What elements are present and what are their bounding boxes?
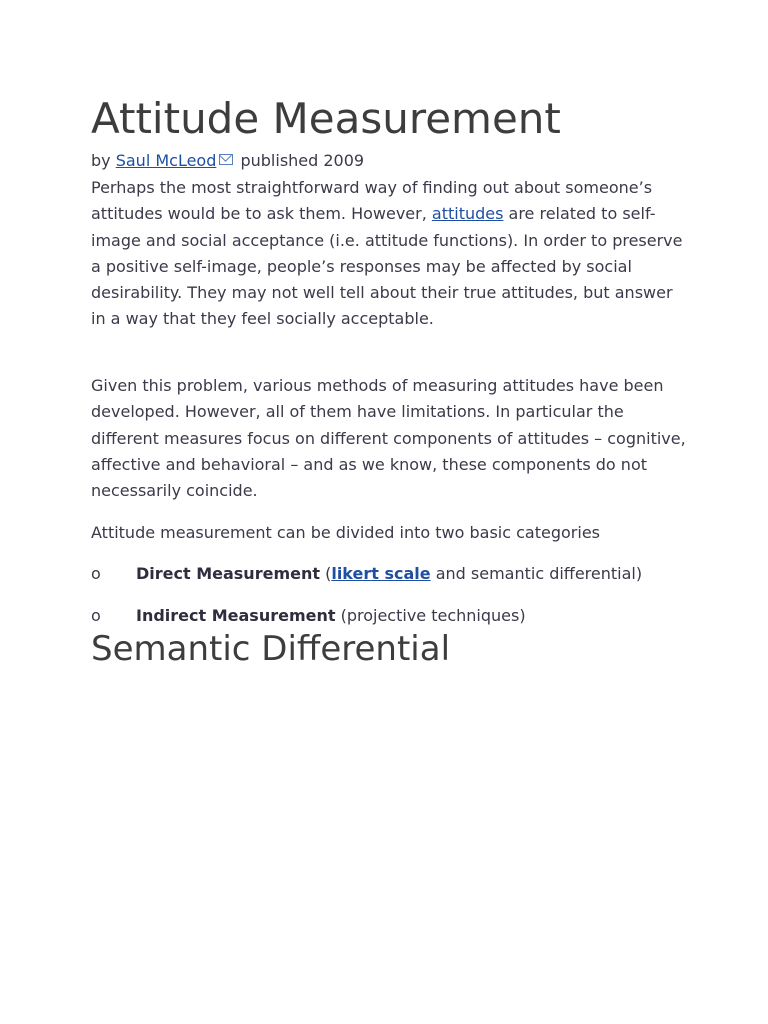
author-link[interactable]: Saul McLeod — [115, 151, 217, 170]
intro-text-after: are related to self-image and social acceptance (i.e. attitude functions). In order to preserve a positive self-image, people’s responses may be affected by social desirability. They may not well tell about their true attitudes, but answer in a way that they feel socially acceptable. — [91, 204, 683, 329]
likert-scale-link[interactable]: likert scale — [331, 564, 431, 583]
category-list-2 — [91, 604, 711, 628]
byline — [91, 149, 364, 173]
envelope-icon[interactable] — [219, 154, 233, 165]
list-item — [91, 604, 711, 628]
intro-text-before: Perhaps the most straightforward way of finding out about someone’s attitudes would be to ask them. However, — [91, 178, 653, 224]
attitudes-link[interactable]: attitudes — [431, 204, 504, 224]
list-item-rest: (projective techniques) — [335, 606, 526, 625]
list-item-title: Direct Measurement — [136, 564, 320, 583]
bullet-icon: o — [91, 564, 101, 583]
intro-paragraph — [91, 175, 691, 333]
categories-paragraph: Attitude measurement can be divided into two basic categories — [91, 523, 600, 542]
published-date: published 2009 — [240, 151, 365, 170]
list-item-open: ( — [320, 564, 332, 583]
bullet-icon: o — [91, 606, 101, 625]
problem-paragraph: Given this problem, various methods of measuring attitudes have been developed. However, all of them have limitations. In particular the different measures focus on different components of attitudes – cognitive, affective and behavioral – and as we know, these components do not necessarily coincide. — [91, 376, 686, 501]
page-title: Attitude Measurement — [91, 94, 561, 143]
list-item-title: Indirect Measurement — [136, 606, 336, 625]
category-list — [91, 562, 711, 586]
byline-prefix: by — [91, 151, 111, 170]
section-heading: Semantic Differential — [91, 629, 451, 669]
list-item — [91, 562, 711, 586]
list-item-rest: and semantic differential) — [430, 564, 643, 583]
